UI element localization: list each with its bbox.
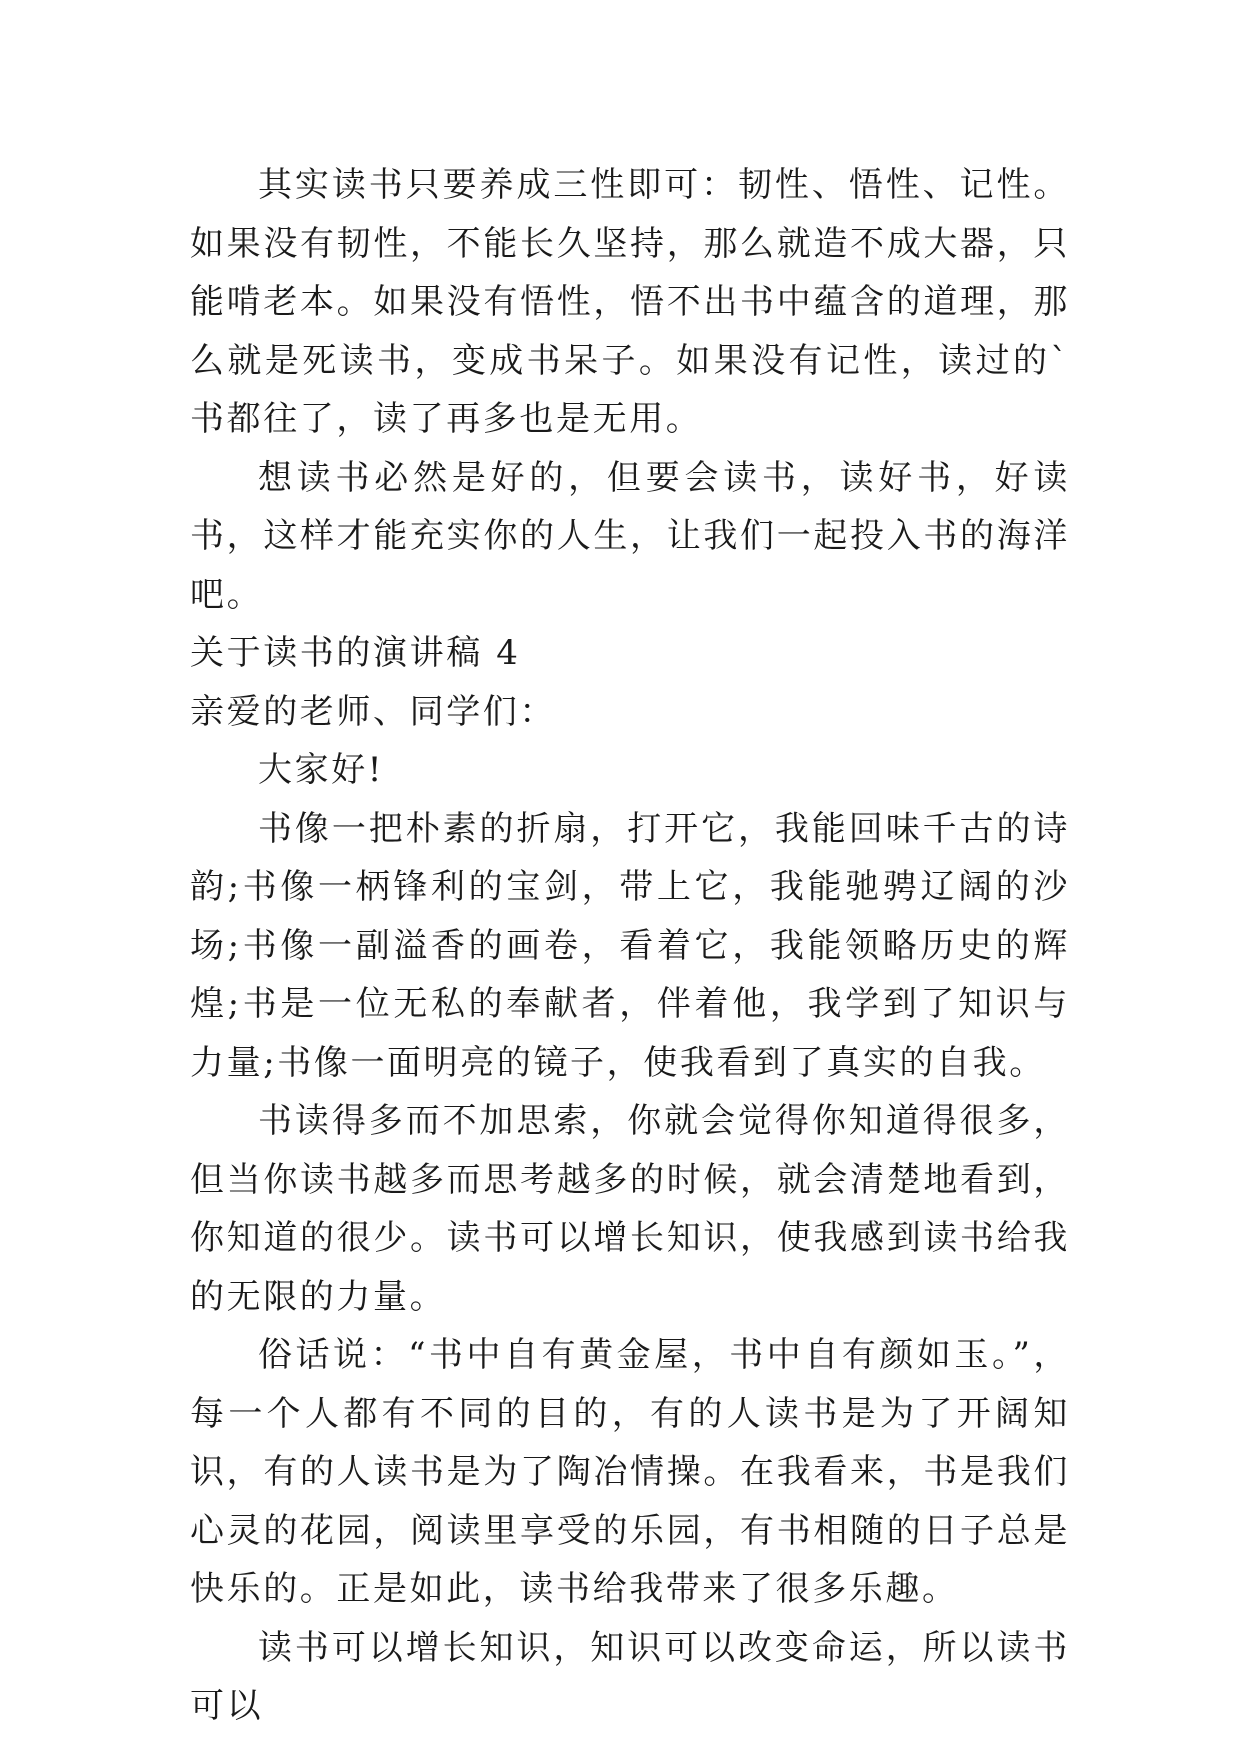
greeting: 大家好! <box>258 750 385 790</box>
paragraph-book-metaphors: 书像一把朴素的折扇，打开它，我能回味千古的诗韵;书像一柄锋利的宝剑，带上它，我能驰骋辽阔的沙场;书像一副溢香的画卷，看着它，我能领略历史的辉煌;书是一位无私的奉献者，伴着他，我学到了知识与力量;书像一面明亮的镜子，使我看到了真实的自我。 <box>190 808 1070 1083</box>
speech-heading: 关于读书的演讲稿 4 <box>190 633 521 673</box>
document-body <box>190 156 1070 1736</box>
paragraph-read-good-books: 想读书必然是好的，但要会读书，读好书，好读书，这样才能充实你的人生，让我们一起投入书的海洋吧。 <box>190 457 1070 615</box>
paragraph-reading-and-thinking: 书读得多而不加思索，你就会觉得你知道得很多，但当你读书越多而思考越多的时候，就会清楚地看到，你知道的很少。读书可以增长知识，使我感到读书给我的无限的力量。 <box>190 1101 1070 1317</box>
salutation: 亲爱的老师、同学们： <box>190 691 556 732</box>
paragraph-proverb: 俗话说：“书中自有黄金屋，书中自有颜如玉。”，每一个人都有不同的目的，有的人读书是为了开阔知识，有的人读书是为了陶冶情操。在我看来，书是我们心灵的花园，阅读里享受的乐园，有书相随的日子总是快乐的。正是如此，读书给我带来了很多乐趣。 <box>190 1335 1070 1609</box>
paragraph-three-qualities: 其实读书只要养成三性即可：韧性、悟性、记性。如果没有韧性，不能长久坚持，那么就造不成大器，只能啃老本。如果没有悟性，悟不出书中蕴含的道理，那么就是死读书，变成书呆子。如果没有记性，读过的`书都往了，读了再多也是无用。 <box>190 165 1070 439</box>
paragraph-knowledge-fate: 读书可以增长知识，知识可以改变命运，所以读书可以 <box>190 1627 1070 1726</box>
